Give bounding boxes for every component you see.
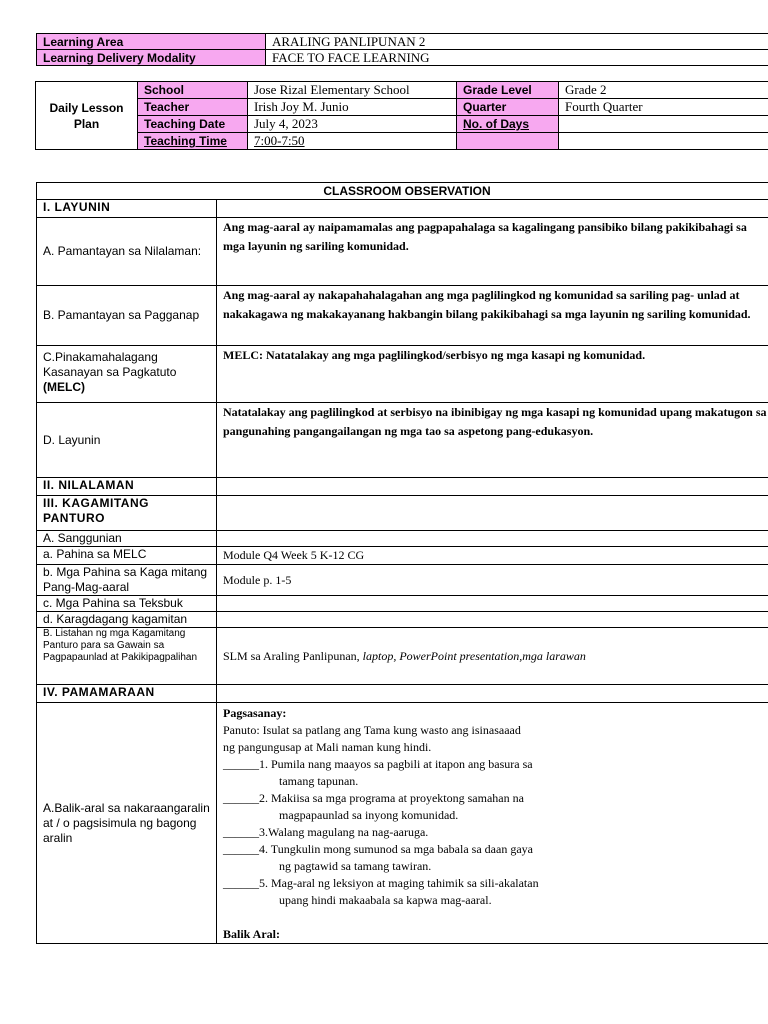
date-value: July 4, 2023 <box>248 116 457 133</box>
item-4-cont: ng pagtawid sa tamang tawiran. <box>279 859 432 873</box>
pagsasanay-heading: Pagsasanay: <box>223 706 287 720</box>
melc-label: C.Pinakamahalagang Kasanayan sa Pagkatuto <box>43 350 177 379</box>
item-2: ______2. Makiisa sa mga programa at proyektong samahan na <box>223 791 524 805</box>
empty-cell <box>217 531 768 547</box>
pamantayan-pagganap-text: Ang mag-aaral ay nakapahahalagahan ang mga paglilingkod ng komunidad sa sariling pag- unlad at nakakagawa ng makakayanang hakbangin bilang pakikibahagi sa mga layunin ng sariling komunidad. <box>217 286 768 346</box>
section-nilalaman: II. NILALAMAN <box>37 478 217 496</box>
quarter-value: Fourth Quarter <box>559 99 768 116</box>
empty-cell <box>217 685 768 703</box>
melc-text: MELC: Natatalakay ang mga paglilingkod/serbisyo ng mga kasapi ng komunidad. <box>217 346 768 403</box>
item-4: ______4. Tungkulin mong sumunod sa mga babala sa daan gaya <box>223 842 533 856</box>
empty-cell <box>217 200 768 218</box>
balik-aral-heading: Balik Aral: <box>223 927 281 941</box>
item-5: ______5. Mag-aral ng leksiyon at maging tahimik sa sili-akalatan <box>223 876 539 890</box>
item-3: ______3.Walang magulang na nag-aaruga. <box>223 825 429 839</box>
teksbuk-pages-label: c. Mga Pahina sa Teksbuk <box>37 596 217 612</box>
date-label: Teaching Date <box>138 116 248 133</box>
school-value: Jose Rizal Elementary School <box>248 82 457 99</box>
sanggunian-label: A. Sanggunian <box>37 531 217 547</box>
listahan-value-cell <box>217 628 768 685</box>
pamantayan-pagganap-label: B. Pamantayan sa Pagganap <box>37 286 217 346</box>
days-label: No. of Days <box>457 116 559 133</box>
panuto-line-1: Panuto: Isulat sa patlang ang Tama kung wasto ang isinasaaad <box>223 723 521 737</box>
observation-title: CLASSROOM OBSERVATION <box>37 183 768 200</box>
dlp-label: Daily Lesson Plan <box>36 82 138 150</box>
melc-pages-label: a. Pahina sa MELC <box>37 547 217 565</box>
learning-area-label: Learning Area <box>37 34 266 50</box>
melc-label-bold: (MELC) <box>43 380 85 394</box>
teacher-value: Irish Joy M. Junio <box>248 99 457 116</box>
balik-aral-content <box>217 703 768 944</box>
empty-cell <box>217 496 768 531</box>
listahan-value-2: laptop, PowerPoint presentation,mga larawan <box>362 648 586 663</box>
kagamitan-pages-label: b. Mga Pahina sa Kaga mitang Pang-Mag-aaral <box>37 565 217 596</box>
empty-cell <box>217 596 768 612</box>
melc-label-cell <box>37 346 217 403</box>
layunin-d-text: Natatalakay ang paglilingkod at serbisyo na ibinibigay ng mga kasapi ng komunidad upang makatugon sa pangunahing pangangailangan ng mga tao sa aspetong pang-edukasyon. <box>217 403 768 478</box>
item-2-cont: magpapaunlad sa inyong komunidad. <box>279 808 459 822</box>
grade-value: Grade 2 <box>559 82 768 99</box>
kagamitan-pages-value: Module p. 1-5 <box>217 565 768 596</box>
learning-area-value: ARALING PANLIPUNAN 2 <box>266 34 768 50</box>
days-value <box>559 116 768 133</box>
item-5-cont: upang hindi makaabala sa kapwa mag-aaral. <box>279 893 492 907</box>
modality-label: Learning Delivery Modality <box>37 50 266 66</box>
item-1-cont: tamang tapunan. <box>279 774 359 788</box>
observation-table <box>36 182 768 944</box>
section-layunin: I. LAYUNIN <box>37 200 217 218</box>
teacher-label: Teacher <box>138 99 248 116</box>
layunin-d-label: D. Layunin <box>37 403 217 478</box>
listahan-value-1: SLM sa Araling Panlipunan, <box>223 648 363 663</box>
modality-value: FACE TO FACE LEARNING <box>266 50 768 66</box>
empty-cell <box>217 612 768 628</box>
section-pamamaraan: IV. PAMAMARAAN <box>37 685 217 703</box>
time-label: Teaching Time <box>138 133 248 150</box>
empty-cell <box>217 478 768 496</box>
listahan-label: B. Listahan ng mga Kagamitang Panturo para sa Gawain sa Pagpapaunlad at Pakikipagpalihan <box>37 628 217 685</box>
header-table <box>36 33 768 66</box>
pamantayan-nilalaman-label: A. Pamantayan sa Nilalaman: <box>37 218 217 286</box>
balik-aral-label: A.Balik-aral sa nakaraangaralin at / o pagsisimula ng bagong aralin <box>37 703 217 944</box>
item-1: ______1. Pumila nang maayos sa pagbili at itapon ang basura sa <box>223 757 533 771</box>
grade-label: Grade Level <box>457 82 559 99</box>
school-label: School <box>138 82 248 99</box>
info-table <box>35 81 768 150</box>
panuto-line-2: ng pangungusap at Mali naman kung hindi. <box>223 740 432 754</box>
time-value: 7:00-7:50 <box>248 133 457 150</box>
karagdagang-label: d. Karagdagang kagamitan <box>37 612 217 628</box>
empty-pink-cell <box>457 133 559 150</box>
pamantayan-nilalaman-text: Ang mag-aaral ay naipamamalas ang pagpapahalaga sa kagalingang pansibiko bilang pakikibahagi sa mga layunin ng sariling komunidad. <box>217 218 768 286</box>
melc-pages-value: Module Q4 Week 5 K-12 CG <box>217 547 768 565</box>
quarter-label: Quarter <box>457 99 559 116</box>
empty-cell <box>559 133 768 150</box>
section-kagamitang: III. KAGAMITANG PANTURO <box>37 496 217 531</box>
